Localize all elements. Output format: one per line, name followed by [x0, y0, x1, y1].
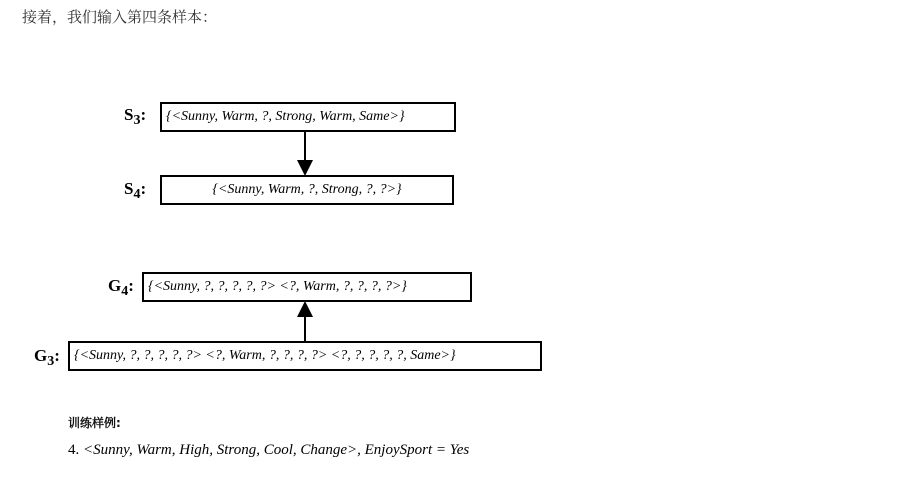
- training-title: 训练样例:: [68, 416, 121, 430]
- training-number: 4.: [68, 442, 80, 458]
- g4-content: {<Sunny, ?, ?, ?, ?, ?> <?, Warm, ?, ?, ?, ?>}: [148, 279, 407, 294]
- training-example: [68, 442, 469, 459]
- training-example-text: <Sunny, Warm, High, Strong, Cool, Change>, EnjoySport = Yes: [83, 442, 470, 458]
- g3-label: $G_3$:: [34, 346, 60, 369]
- s4-label: $S_4$:: [124, 179, 147, 202]
- s4-content: {<Sunny, Warm, ?, Strong, ?, ?>}: [212, 182, 402, 197]
- intro-text: 接着，我们输入第四条样本：: [22, 8, 218, 26]
- g4-label: $G_4$:: [108, 276, 134, 299]
- g3-content: {<Sunny, ?, ?, ?, ?, ?> <?, Warm, ?, ?, ?, ?> <?, ?, ?, ?, ?, Same>}: [74, 348, 456, 363]
- s3-content: {<Sunny, Warm, ?, Strong, Warm, Same>}: [166, 109, 405, 124]
- s3-label: $S_3$:: [124, 105, 147, 128]
